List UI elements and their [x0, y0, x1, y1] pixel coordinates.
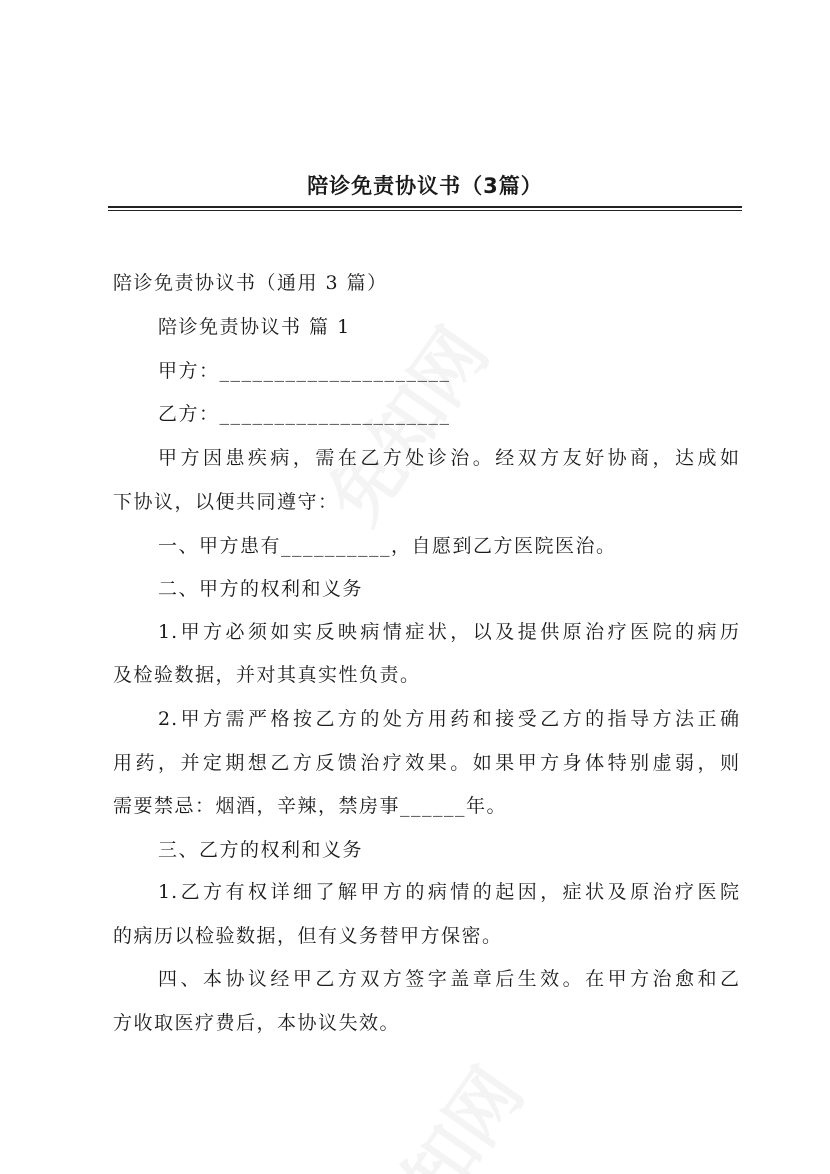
clause-4-line2: 方收取医疗费后，本协议失效。: [113, 1012, 401, 1034]
clause-2-2-line3: 需要禁忌：烟酒，辛辣，禁房事______年。: [113, 795, 508, 817]
document-title: 陪诊免责协议书（3篇）: [307, 174, 543, 198]
watermark-bottom: [333, 1044, 542, 1174]
intro-paragraph-line1: 甲方因患疾病，需在乙方处诊治。经双方友好协商，达成如: [158, 447, 740, 469]
clause-2-2-line2: 用药，并定期想乙方反馈治疗效果。如果甲方身体特别虚弱，则: [113, 752, 740, 774]
clause-4-line1: 四、本协议经甲乙方双方签字盖章后生效。在甲方治愈和乙: [158, 968, 740, 990]
document-subtitle: 陪诊免责协议书（通用 3 篇）: [113, 272, 388, 294]
title-rule-thick: [108, 206, 742, 208]
party-a-field: 甲方：_____________________: [158, 360, 451, 382]
clause-3-heading: 三、乙方的权利和义务: [158, 839, 364, 861]
clause-3-1-line2: 的病历以检验数据，但有义务替甲方保密。: [113, 925, 503, 947]
section-heading: 陪诊免责协议书 篇 1: [158, 316, 351, 338]
title-rule-thin: [108, 210, 742, 211]
clause-1: 一、甲方患有__________，自愿到乙方医院医治。: [158, 535, 617, 557]
clause-3-1-line1: 1.乙方有权详细了解甲方的病情的起因，症状及原治疗医院: [158, 881, 740, 903]
clause-2-1-line1: 1.甲方必须如实反映病情症状，以及提供原治疗医院的病历: [158, 621, 740, 643]
clause-2-2-line1: 2.甲方需严格按乙方的处方用药和接受乙方的指导方法正确: [158, 708, 740, 730]
clause-2-1-line2: 及检验数据，并对其真实性负责。: [113, 664, 421, 686]
intro-paragraph-line2: 下协议，以便共同遵守：: [113, 491, 339, 513]
clause-2-heading: 二、甲方的权利和义务: [158, 578, 364, 600]
party-b-field: 乙方：_____________________: [158, 403, 451, 425]
